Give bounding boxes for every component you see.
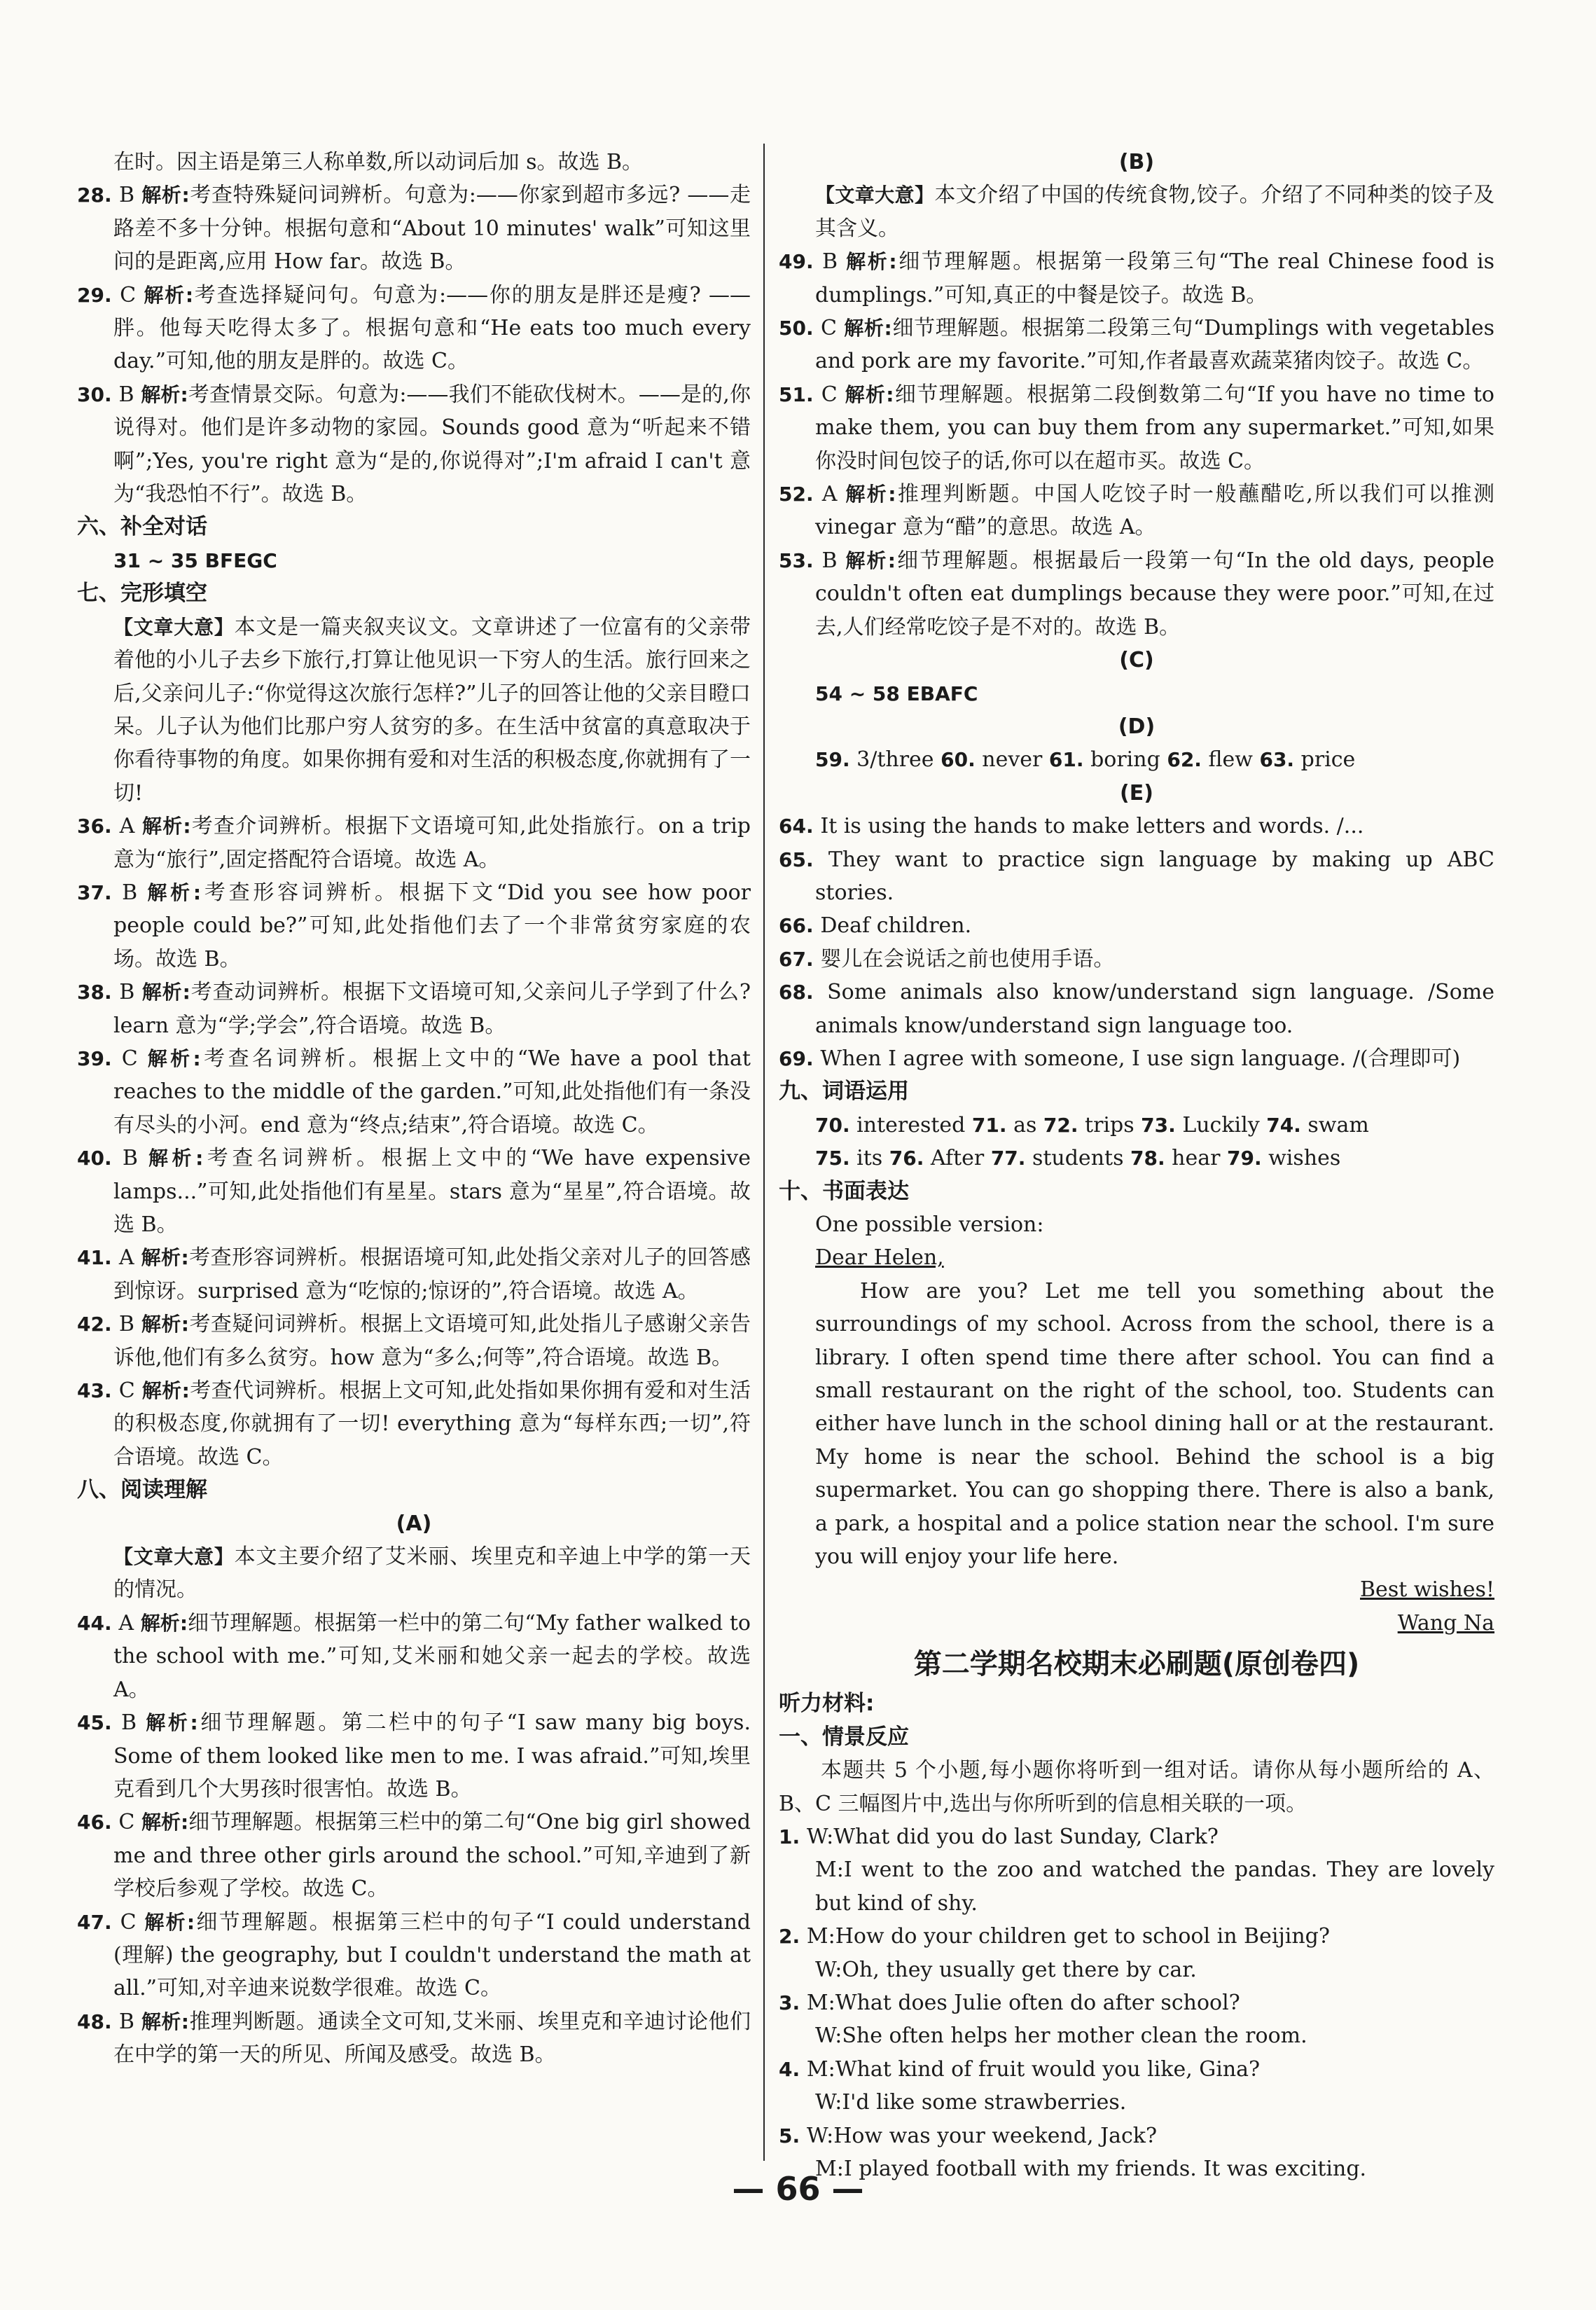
question-answer: C	[120, 1909, 145, 1935]
passage-label: (E)	[1120, 780, 1153, 805]
question-item	[77, 810, 751, 876]
question-number: 77.	[990, 1147, 1026, 1170]
question-text: When I agree with someone, I use sign language. /(合理即可)	[820, 1046, 1461, 1071]
question-answer: B	[122, 1146, 149, 1171]
answer-text: its	[849, 1146, 889, 1171]
question-item	[779, 1042, 1494, 1075]
dialogue-text: W:She often helps her mother clean the room.	[815, 2024, 1307, 2049]
passage-label: (A)	[396, 1511, 432, 1536]
analysis-label: 解析:	[844, 317, 892, 340]
question-number: 65.	[779, 848, 828, 871]
question-number: 47.	[77, 1910, 120, 1934]
question-number: 53.	[779, 548, 822, 572]
question-number: 51.	[779, 382, 821, 406]
answer-text: never	[975, 747, 1049, 773]
question-number: 42.	[77, 1313, 119, 1336]
summary-tag: 【文章大意】	[815, 184, 935, 207]
question-number: 45.	[77, 1711, 121, 1735]
question-number: 3.	[779, 1991, 807, 2014]
analysis-label: 解析:	[140, 1611, 188, 1635]
question-item	[779, 943, 1494, 976]
dialogue-text: W:Oh, they usually get there by car.	[815, 1957, 1197, 1982]
dialogue-line	[779, 1986, 1494, 2019]
analysis-label: 解析:	[141, 1811, 189, 1834]
answer-text: Luckily	[1175, 1112, 1267, 1137]
answer-text: trips	[1078, 1112, 1142, 1137]
question-text: 推理判断题。通读全文可知,艾米丽、埃里克和辛迪讨论他们在中学的第一天的所见、所闻及感受。故选 B。	[113, 2009, 751, 2068]
question-answer: B	[821, 548, 846, 573]
question-item	[77, 1241, 751, 1308]
question-text: 推理判断题。中国人吃饺子时一般蘸醋吃,所以我们可以推测 vinegar 意为“醋”的意思。故选 A。	[815, 482, 1495, 540]
exam-title: 第二学期名校期末必刷题(原创卷四)	[913, 1648, 1360, 1681]
question-item	[77, 2005, 751, 2072]
section-heading: 一、情景反应	[779, 1724, 909, 1750]
question-text: 考查情景交际。句意为:——我们不能砍伐树木。——是的,你说得对。他们是许多动物的家园。Sounds good 意为“听起来不错啊”;Yes, you're right 意为“是的,你说得对”;I'm afraid I can't 意为“我恐怕不行”。故选 B。	[113, 382, 751, 507]
question-number: 46.	[77, 1811, 119, 1834]
question-answer: A	[821, 482, 846, 507]
question-answer: C	[118, 1810, 141, 1835]
question-text: They want to practice sign language by making up ABC stories.	[815, 847, 1494, 905]
question-number: 1.	[779, 1825, 807, 1848]
column-divider	[763, 144, 765, 2161]
analysis-label: 解析:	[148, 1147, 204, 1170]
question-number: 50.	[779, 317, 821, 340]
question-number: 48.	[77, 2010, 119, 2033]
summary-text: 本文主要介绍了艾米丽、埃里克和辛迪上中学的第一天的情况。	[113, 1544, 751, 1603]
dialogue-item	[779, 2053, 1494, 2119]
question-answer: B	[118, 2009, 141, 2034]
answer-text: boring	[1083, 747, 1167, 773]
analysis-label: 解析:	[147, 880, 202, 904]
question-number: 40.	[77, 1147, 123, 1170]
analysis-label: 解析:	[141, 815, 191, 838]
question-text: Some animals also know/understand sign language. /Some animals know/understand sign language too.	[815, 980, 1494, 1038]
passage-label: (C)	[1119, 648, 1154, 673]
question-text: 细节理解题。根据第一段第三句“The real Chinese food is dumplings.”可知,真正的中餐是饺子。故选 B。	[815, 249, 1494, 307]
question-text: 考查形容词辨析。根据下文“Did you see how poor people could be?”可知,此处指他们去了一个非常贫穷家庭的农场。故选 B。	[113, 880, 751, 971]
question-item	[779, 478, 1494, 544]
dialogue-line	[779, 1920, 1494, 1953]
answer-range: 31 ~ 35 BFEGC	[113, 548, 277, 572]
question-answer: A	[118, 1610, 141, 1635]
question-text: 考查特殊疑问词辨析。句意为:——你家到超市多远? ——走路差不多十分钟。根据句意和“About 10 minutes' walk”可知这里问的是距离,应用 How far。故选 B。	[113, 183, 751, 275]
section-heading: 十、书面表达	[779, 1178, 909, 1204]
continuation-text: 在时。因主语是第三人称单数,所以动词后加 s。故选 B。	[113, 150, 644, 174]
question-text: 考查名词辨析。根据上文中的“We have a pool that reaches to the middle of the garden.”可知,此处指他们有一条没有尽头的小河。end 意为“终点;结束”,符合语境。故选 C。	[113, 1046, 751, 1137]
essay-paragraph: How are you? Let me tell you something about the surroundings of my school. Across from the school, there is a library. I often spend time there after school. You can find a small restaurant on the right of the school, too. Students can either have lunch in the school dining hall or at the restaurant. My home is near the school. Behind the school is a big supermarket. You can go shopping there. There is also a bank, a park, a hospital and a police station near the school. I'm sure you will enjoy your life here.	[815, 1278, 1494, 1570]
question-text: 考查代词辨析。根据上文可知,此处指如果你拥有爱和对生活的积极态度,你就拥有了一切! everything 意为“每样东西;一切”,符合语境。故选 C。	[113, 1378, 751, 1469]
question-number: 4.	[779, 2057, 807, 2081]
dialogue-text: M:I played football with my friends. It was exciting.	[815, 2156, 1367, 2181]
question-text: 考查疑问词辨析。根据上文语境可知,此处指儿子感谢父亲告诉他,他们有多么贫穷。how 意为“多么;何等”,符合语境。故选 B。	[113, 1312, 751, 1370]
analysis-label: 解析:	[146, 1711, 198, 1735]
analysis-label: 解析:	[144, 1910, 195, 1934]
plain-line: One possible version:	[815, 1212, 1044, 1237]
article-summary	[77, 611, 751, 810]
question-item	[779, 976, 1494, 1042]
question-number: 43.	[77, 1379, 119, 1403]
question-text: Deaf children.	[820, 913, 972, 939]
question-item	[779, 843, 1494, 910]
question-text: 细节理解题。根据第三栏中的句子“I could understand (理解) the geography, but I couldn't understand the math at all.”可知,对辛迪来说数学很难。故选 C。	[113, 1909, 751, 2001]
question-item	[77, 1308, 751, 1374]
analysis-label: 解析:	[141, 382, 188, 406]
dialogue-line	[779, 2053, 1494, 2086]
question-item	[779, 378, 1494, 478]
question-item	[77, 1607, 751, 1706]
question-number: 36.	[77, 815, 120, 838]
question-number: 38.	[77, 981, 120, 1004]
question-number: 67.	[779, 947, 821, 971]
question-item	[779, 245, 1494, 312]
answer-range: 54 ~ 58 EBAFC	[815, 682, 978, 705]
question-item	[779, 544, 1494, 644]
question-answer: B	[120, 1710, 146, 1736]
analysis-label: 解析:	[141, 981, 190, 1004]
question-answer: C	[821, 316, 845, 341]
answer-text: students	[1025, 1146, 1130, 1171]
question-text: 细节理解题。根据第一栏中的第二句“My father walked to the school with me.”可知,艾米丽和她父亲一起去的学校。故选 A。	[113, 1610, 751, 1702]
summary-text: 本文介绍了中国的传统食物,饺子。介绍了不同种类的饺子及其含义。	[815, 183, 1494, 241]
dialogue-line	[779, 2019, 1494, 2052]
summary-tag: 【文章大意】	[113, 615, 235, 639]
answer-line	[77, 544, 751, 577]
question-item	[779, 810, 1494, 843]
dialogue-text: W:How was your weekend, Jack?	[806, 2123, 1158, 2148]
signoff-text: Best wishes!	[1360, 1577, 1494, 1603]
question-item	[77, 279, 751, 378]
question-number: 49.	[779, 250, 822, 274]
question-item	[77, 1906, 751, 2005]
question-number: 68.	[779, 981, 828, 1004]
question-item	[77, 976, 751, 1042]
question-answer: B	[118, 1312, 141, 1337]
dialogue-item	[779, 1986, 1494, 2053]
dialogue-text: M:What does Julie often do after school?	[806, 1990, 1240, 2015]
question-item	[77, 179, 751, 278]
question-item	[77, 1806, 751, 1905]
analysis-label: 解析:	[141, 1313, 189, 1336]
dialogue-text: W:What did you do last Sunday, Clark?	[806, 1824, 1219, 1849]
analysis-label: 解析:	[141, 1379, 190, 1403]
question-number: 74.	[1266, 1113, 1301, 1137]
question-answer: A	[119, 814, 142, 839]
dialogue-line	[779, 2086, 1494, 2119]
answer-text: swam	[1300, 1112, 1369, 1137]
section-heading: 八、阅读理解	[77, 1477, 207, 1503]
question-answer: A	[118, 1245, 141, 1271]
question-text: 细节理解题。根据第二段第三句“Dumplings with vegetables and pork are my favorite.”可知,作者最喜欢蔬菜猪肉饺子。故选 C。	[815, 316, 1494, 374]
question-number: 61.	[1048, 748, 1084, 772]
analysis-label: 解析:	[144, 283, 194, 307]
dialogue-line	[779, 2119, 1494, 2152]
question-number: 5.	[779, 2124, 807, 2148]
question-number: 30.	[77, 382, 119, 406]
answer-text: as	[1006, 1112, 1043, 1137]
question-number: 78.	[1130, 1147, 1165, 1170]
question-answer: C	[121, 1046, 148, 1071]
dialogue-line	[779, 1953, 1494, 1986]
question-text: 考查名词辨析。根据上文中的“We have expensive lamps...”可知,此处指他们有星星。stars 意为“星星”,符合语境。故选 B。	[113, 1146, 751, 1237]
analysis-label: 解析:	[845, 483, 896, 506]
answer-line	[779, 677, 1494, 710]
passage-label: (B)	[1118, 150, 1155, 174]
letter-greeting	[779, 1241, 1494, 1274]
letter-signoff	[779, 1607, 1494, 1640]
question-text: It is using the hands to make letters and words. /...	[820, 814, 1364, 839]
question-text: 考查选择疑问句。句意为:——你的朋友是胖还是瘦? ——胖。他每天吃得太多了。根据句意和“He eats too much every day.”可知,他的朋友是胖的。故选 C。	[113, 282, 751, 374]
question-item	[779, 909, 1494, 942]
question-number: 2.	[779, 1925, 807, 1949]
question-number: 59.	[815, 748, 850, 772]
greeting-text: Dear Helen,	[815, 1245, 944, 1271]
answer-text: flew	[1201, 747, 1260, 773]
question-number: 64.	[779, 815, 821, 838]
question-number: 73.	[1141, 1113, 1176, 1137]
answer-text: wishes	[1261, 1146, 1341, 1171]
analysis-label: 解析:	[141, 184, 190, 207]
question-answer: B	[821, 249, 847, 275]
signoff-text: Wang Na	[1397, 1610, 1494, 1635]
question-item	[779, 312, 1494, 378]
question-number: 70.	[815, 1113, 850, 1137]
letter-signoff	[779, 1573, 1494, 1606]
analysis-label: 解析:	[846, 250, 897, 274]
summary-text: 本文是一篇夹叙夹议文。文章讲述了一位富有的父亲带着他的小儿子去乡下旅行,打算让他见识一下穷人的生活。旅行回来之后,父亲问儿子:“你觉得这次旅行怎样?”儿子的回答让他的父亲目瞪口呆。儿子认为他们比那户穷人贫穷的多。在生活中贫富的真意取决于你看待事物的角度。如果你拥有爱和对生活的积极态度,你就拥有了一切!	[113, 614, 751, 805]
dialogue-line	[779, 1853, 1494, 1920]
question-number: 44.	[77, 1611, 119, 1635]
question-number: 62.	[1167, 748, 1202, 772]
question-number: 69.	[779, 1046, 821, 1070]
dialogue-text: M:How do your children get to school in Beijing?	[806, 1924, 1330, 1949]
answer-line	[779, 1142, 1494, 1175]
dialogue-item	[779, 1920, 1494, 1986]
section-heading: 听力材料:	[779, 1691, 875, 1717]
analysis-label: 解析:	[141, 2010, 189, 2033]
article-summary	[779, 179, 1494, 245]
answer-line	[779, 743, 1494, 776]
section-heading: 六、补全对话	[77, 514, 207, 540]
question-text: 考查动词辨析。根据下文语境可知,父亲问儿子学到了什么? learn 意为“学;学会”,符合语境。故选 B。	[113, 980, 751, 1038]
question-number: 71.	[971, 1113, 1007, 1137]
answer-text: hear	[1165, 1146, 1227, 1171]
question-text: 考查介词辨析。根据下文语境可知,此处指旅行。on a trip 意为“旅行”,固定搭配符合语境。故选 A。	[113, 814, 751, 872]
question-number: 39.	[77, 1046, 122, 1070]
question-item	[77, 1142, 751, 1241]
question-number: 28.	[77, 184, 119, 207]
question-answer: C	[120, 282, 144, 307]
question-text: 婴儿在会说话之前也使用手语。	[820, 946, 1115, 971]
question-text: 细节理解题。根据第三栏中的第二句“One big girl showed me and three other girls around the school.”可知,辛迪到了新学校后参观了学校。故选 C。	[113, 1810, 751, 1902]
section-heading: 九、词语运用	[779, 1079, 909, 1105]
question-text: 细节理解题。根据第二段倒数第二句“If you have no time to make them, you can buy them from any supermarket.”可知,如果你没时间包饺子的话,你可以在超市买。故选 C。	[815, 382, 1494, 473]
question-number: 52.	[779, 483, 822, 506]
question-number: 66.	[779, 914, 821, 938]
question-number: 41.	[77, 1246, 119, 1270]
answer-text: 3/three	[849, 747, 941, 773]
question-item	[77, 1374, 751, 1474]
analysis-label: 解析:	[141, 1246, 189, 1270]
question-number: 29.	[77, 283, 120, 307]
question-text: 细节理解题。第二栏中的句子“I saw many big boys. Some of them looked like men to me. I was afraid.”可知,埃里克看到几个大男孩时很害怕。故选 B。	[113, 1710, 751, 1801]
dialogue-text: M:What kind of fruit would you like, Gina?	[806, 2056, 1261, 2082]
right-column	[779, 146, 1494, 2185]
question-item	[77, 378, 751, 511]
dialogue-text: W:I'd like some strawberries.	[815, 2090, 1127, 2115]
question-number: 63.	[1259, 748, 1295, 772]
left-column	[77, 146, 751, 2072]
section-heading: 七、完形填空	[77, 581, 207, 607]
dialogue-text: M:I went to the zoo and watched the pandas. They are lovely but kind of shy.	[815, 1858, 1494, 1916]
question-answer: C	[118, 1378, 142, 1404]
analysis-label: 解析:	[845, 548, 896, 572]
question-answer: C	[821, 382, 845, 407]
page-number: — 66 —	[732, 2170, 864, 2208]
question-item	[77, 1706, 751, 1806]
answer-text: interested	[849, 1112, 972, 1137]
summary-tag: 【文章大意】	[113, 1545, 235, 1569]
question-number: 72.	[1043, 1113, 1078, 1137]
analysis-label: 解析:	[147, 1046, 201, 1070]
question-text: 细节理解题。根据最后一段第一句“In the old days, people couldn't often eat dumplings because they were poor.”可知,在过去,人们经常吃饺子是不对的。故选 B。	[815, 548, 1494, 639]
instruction-text: 本题共 5 个小题,每小题你将听到一组对话。请你从每小题所给的 A、B、C 三幅图片中,选出与你所听到的信息相关联的一项。	[779, 1758, 1494, 1816]
answer-text: After	[924, 1146, 991, 1171]
dialogue-item	[779, 1820, 1494, 1920]
question-answer: B	[122, 880, 148, 905]
answer-text: price	[1294, 747, 1356, 773]
passage-label: (D)	[1118, 714, 1156, 739]
question-text: 考查形容词辨析。根据语境可知,此处指父亲对儿子的回答感到惊讶。surprised 意为“吃惊的;惊讶的”,符合语境。故选 A。	[113, 1245, 751, 1303]
dialogue-line	[779, 1820, 1494, 1853]
question-number: 37.	[77, 880, 123, 904]
question-number: 79.	[1226, 1147, 1262, 1170]
essay-body	[779, 1275, 1494, 1574]
question-number: 75.	[815, 1147, 850, 1170]
question-answer: B	[119, 980, 142, 1005]
question-number: 60.	[941, 748, 976, 772]
question-item	[77, 876, 751, 976]
article-summary	[77, 1540, 751, 1607]
question-number: 76.	[889, 1147, 924, 1170]
analysis-label: 解析:	[845, 382, 894, 406]
question-item	[77, 1042, 751, 1142]
question-answer: B	[119, 183, 142, 208]
answer-line	[779, 1109, 1494, 1142]
question-answer: B	[118, 382, 141, 407]
